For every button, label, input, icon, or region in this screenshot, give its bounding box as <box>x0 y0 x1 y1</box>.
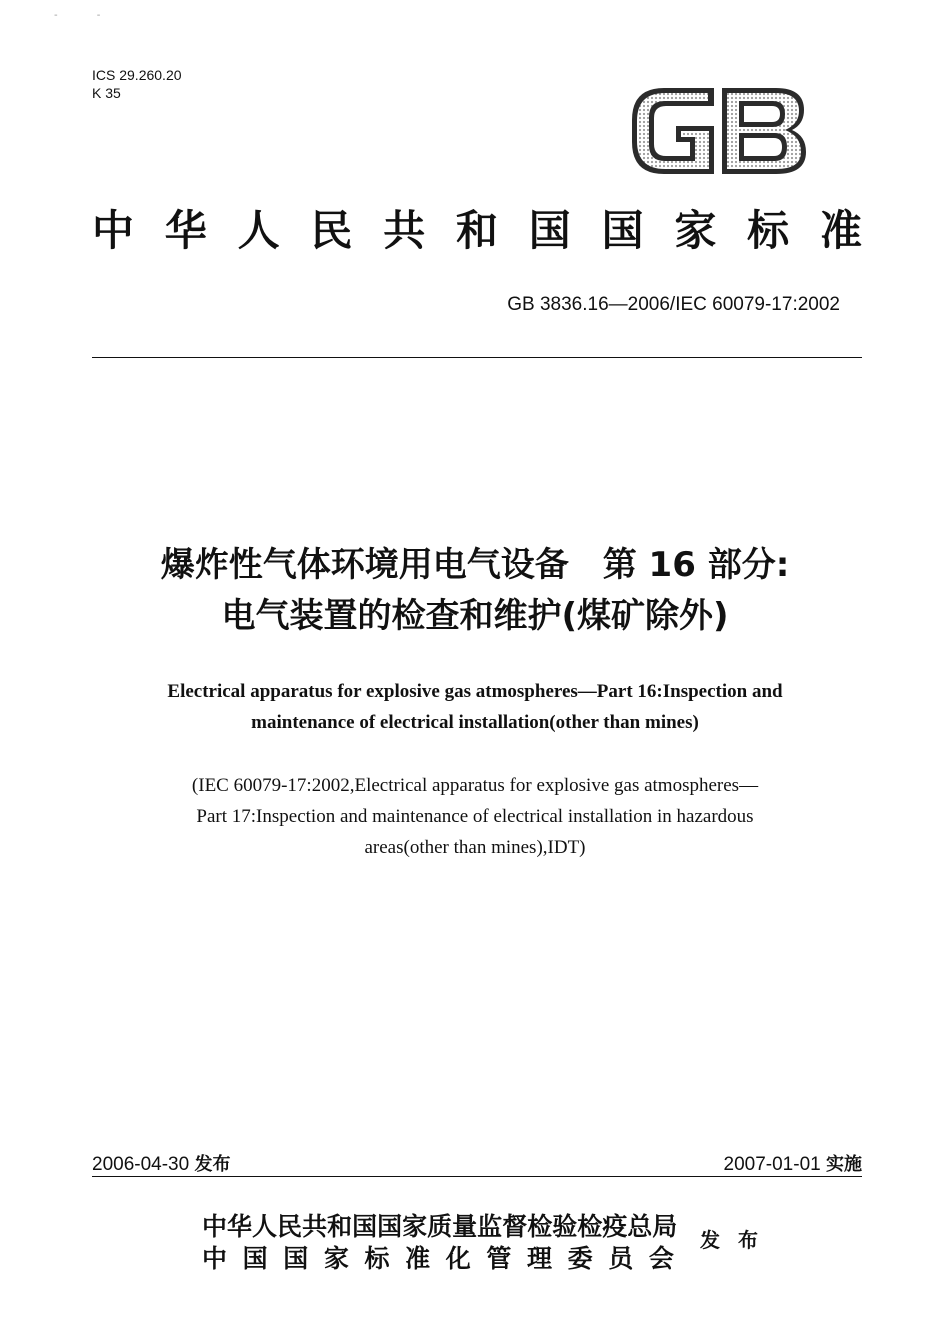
issuer-line-2 <box>202 1242 674 1272</box>
chinese-title-line-1: 爆炸性气体环境用电气设备 第 16 部分: <box>160 545 790 585</box>
issuer-char: 检 <box>577 1212 603 1241</box>
adoption-line-2: Part 17:Inspection and maintenance of electrical installation in hazardous <box>196 806 754 827</box>
national-title-char: 标 <box>747 206 790 255</box>
gb-logo <box>626 80 810 180</box>
issuer-line-1 <box>202 1210 678 1241</box>
scan-artifact: - - <box>54 10 119 21</box>
issuer-char: 会 <box>648 1244 674 1273</box>
adoption-line-1: (IEC 60079-17:2002,Electrical apparatus for explosive gas atmospheres— <box>191 775 759 796</box>
standard-code: GB 3836.16—2006/IEC 60079-17:2002 <box>507 294 840 315</box>
implementation-date-label: 实施 <box>826 1154 862 1175</box>
implementation-date <box>724 1150 862 1176</box>
issuer-char: 检 <box>527 1212 553 1241</box>
national-title-char: 共 <box>383 206 426 255</box>
issuer-char: 验 <box>552 1212 578 1241</box>
issuer-char: 量 <box>452 1212 478 1241</box>
classification-codes <box>92 66 182 102</box>
ccs-code: K 35 <box>92 85 121 101</box>
issuer-char: 国 <box>283 1244 309 1273</box>
issuer-char: 准 <box>405 1244 431 1273</box>
national-title-char: 准 <box>819 206 862 255</box>
english-title <box>100 676 850 738</box>
issuer-char: 理 <box>527 1244 553 1273</box>
national-standard-title <box>92 200 862 256</box>
national-title-char: 民 <box>310 206 353 255</box>
issuer-char: 化 <box>445 1244 471 1273</box>
national-title-char: 国 <box>601 206 644 255</box>
adoption-statement <box>100 770 850 863</box>
publish-char: 发 <box>700 1228 720 1252</box>
chinese-title-line-2: 电气装置的检查和维护(煤矿除外) <box>221 596 729 636</box>
issuer-char: 华 <box>227 1212 253 1241</box>
issuer-char: 质 <box>427 1212 453 1241</box>
issuer-char: 局 <box>652 1212 678 1241</box>
publish-label <box>700 1224 758 1253</box>
national-title-char: 和 <box>455 206 498 255</box>
header-divider <box>92 357 862 358</box>
issuer-char: 员 <box>608 1244 634 1273</box>
issue-date-label: 发布 <box>194 1154 231 1175</box>
national-title-char: 国 <box>528 206 571 255</box>
issuer-char: 民 <box>277 1212 303 1241</box>
issuer-char: 家 <box>323 1244 349 1273</box>
national-title-char: 华 <box>164 206 207 255</box>
issue-date <box>92 1150 230 1176</box>
english-title-line-2: maintenance of electrical installation(other than mines) <box>251 712 699 733</box>
national-title-char: 中 <box>92 206 135 255</box>
issuer-char: 国 <box>352 1212 378 1241</box>
issuer-char: 监 <box>477 1212 503 1241</box>
implementation-date-value: 2007-01-01 <box>723 1154 821 1175</box>
issuer-char: 疫 <box>602 1212 628 1241</box>
issuer-char: 管 <box>486 1244 512 1273</box>
issuer-char: 和 <box>327 1212 353 1241</box>
national-title-char: 人 <box>237 206 280 255</box>
adoption-line-3: areas(other than mines),IDT) <box>364 837 586 858</box>
issuer-char: 标 <box>364 1244 390 1273</box>
ics-code: ICS 29.260.20 <box>92 67 182 83</box>
issuer-char: 督 <box>502 1212 528 1241</box>
issuer-char: 委 <box>567 1244 593 1273</box>
national-title-char: 家 <box>674 206 717 255</box>
issue-date-value: 2006-04-30 <box>92 1154 190 1175</box>
issuer-char: 共 <box>302 1212 328 1241</box>
english-title-line-1: Electrical apparatus for explosive gas atmospheres—Part 16:Inspection and <box>167 681 783 702</box>
footer-divider <box>92 1176 862 1177</box>
issuer-char: 国 <box>242 1244 268 1273</box>
issuer-char: 中 <box>202 1212 228 1241</box>
issuer-char: 总 <box>627 1212 653 1241</box>
issuer-char: 国 <box>377 1212 403 1241</box>
publish-char: 布 <box>738 1228 758 1252</box>
issuer-char: 家 <box>402 1212 428 1241</box>
issuer-char: 人 <box>252 1212 278 1241</box>
issuer-char: 中 <box>202 1244 228 1273</box>
